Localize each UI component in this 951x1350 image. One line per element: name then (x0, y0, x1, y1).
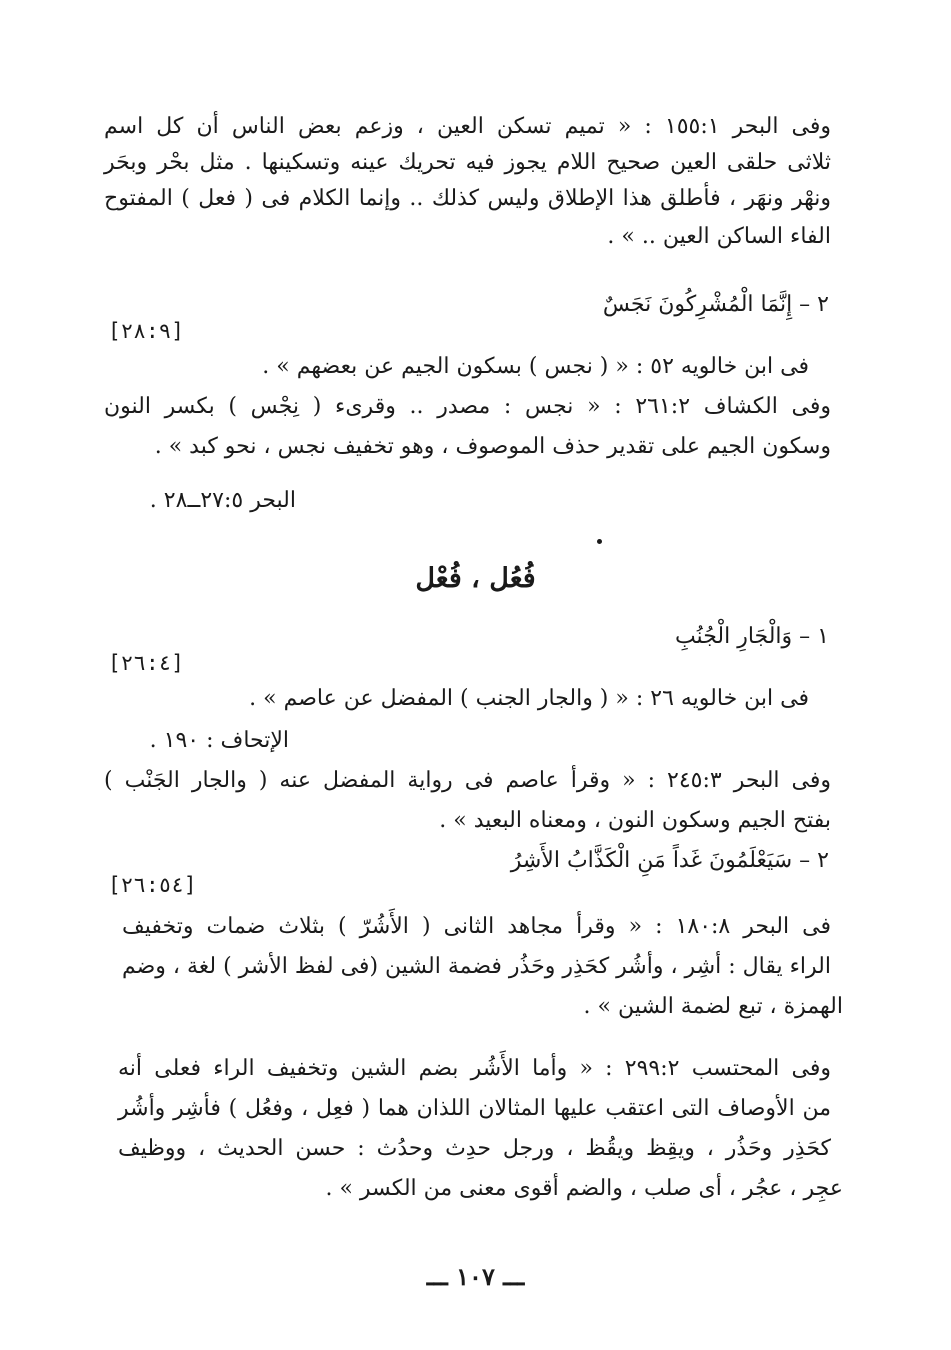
text-line: فى البحر ١٨٠:٨ : « وقرأ مجاهد الثانى ( الأَشُرّ ) بثلاث ضمات وتخفيف (122, 914, 831, 939)
text-line: الإتحاف : ١٩٠ . (149, 728, 289, 753)
text-line: ونهْر ونهَر ، فأطلق هذا الإطلاق وليس كذلك .. وإنما الكلام فى ( فعل ) المفتوح (104, 186, 831, 211)
text-line: وفى البحر ٢٤٥:٣ : « وقرأ عاصم فى رواية المفضل عنه ( والجار الجَنْب ) (104, 768, 831, 793)
verse: ٢ – سَيَعْلَمُونَ غَداً مَنِ الْكَذَّابُ الأَشِرُ (510, 848, 829, 873)
text-line: الفاء الساكن العين .. » . (607, 224, 831, 249)
text-line: عجِر ، عجُر ، أى صلب ، والضم أقوى معنى من الكسر » . (325, 1176, 843, 1201)
text-line: الراء يقال : أشِر ، وأشُر كحَذِر وحَذُر فضمة الشين (فى لفظ الأشر ) لغة ، وضم (121, 954, 831, 979)
ink-dot (597, 539, 602, 544)
text-line: ثلاثى حلقى العين صحيح اللام يجوز فيه تحريك عينه وتسكينها . مثل بحْر وبحَر (104, 150, 831, 175)
text-line: وسكون الجيم على تقدير حذف الموصوف ، وهو تخفيف نجس ، نحو كبد » . (154, 434, 831, 459)
page-number: ـــ ١٠٧ ـــ (426, 1262, 525, 1291)
text-line: وفى المحتسب ٢٩٩:٢ : « وأما الأَشُر بضم الشين وتخفيف الراء فعلى أنه (118, 1056, 831, 1081)
verse-reference: [٢٦:٥٤] (108, 873, 197, 897)
verse: ٢ – إِنَّمَا الْمُشْرِكُونَ نَجَسٌ (602, 292, 829, 317)
verse-reference: [٢٦:٤] (108, 651, 184, 675)
text-line: وفى الكشاف ٢٦١:٢ : « نجس : مصدر .. وقرىء ( نِجْس ) بكسر النون (104, 394, 831, 419)
text-line: البحر ٢٧:٥ــ٢٨ . (149, 488, 296, 513)
text-line: الهمزة ، تبع لضمة الشين » . (583, 994, 843, 1019)
text-line: وفى البحر ١٥٥:١ : « تميم تسكن العين ، وزعم بعض الناس أن كل اسم (104, 114, 832, 139)
verse: ١ – وَالْجَارِ الْجُنُبِ (674, 624, 829, 649)
section-heading: فُعُل ، فُعْل (415, 563, 536, 594)
text-line: من الأوصاف التى اعتقب عليها المثالان اللذان هما ( فعِل ، وفعُل ) فأشِر وأشُر (118, 1096, 831, 1121)
text-line: فى ابن خالويه ٥٢ : « ( نجس ) بسكون الجيم عن بعضهم » . (262, 354, 809, 379)
text-line: بفتح الجيم وسكون النون ، ومعناه البعيد » . (439, 808, 831, 833)
verse-reference: [٢٨:٩] (108, 319, 184, 343)
text-line: كحَذِر وحَذُر ، ويقِظ ويقُظ ، ورجل حدِث وحدُث : حسن الحديث ، ووظيف (118, 1136, 831, 1161)
text-line: فى ابن خالويه ٢٦ : « ( والجار الجنب ) المفضل عن عاصم » . (249, 686, 809, 711)
